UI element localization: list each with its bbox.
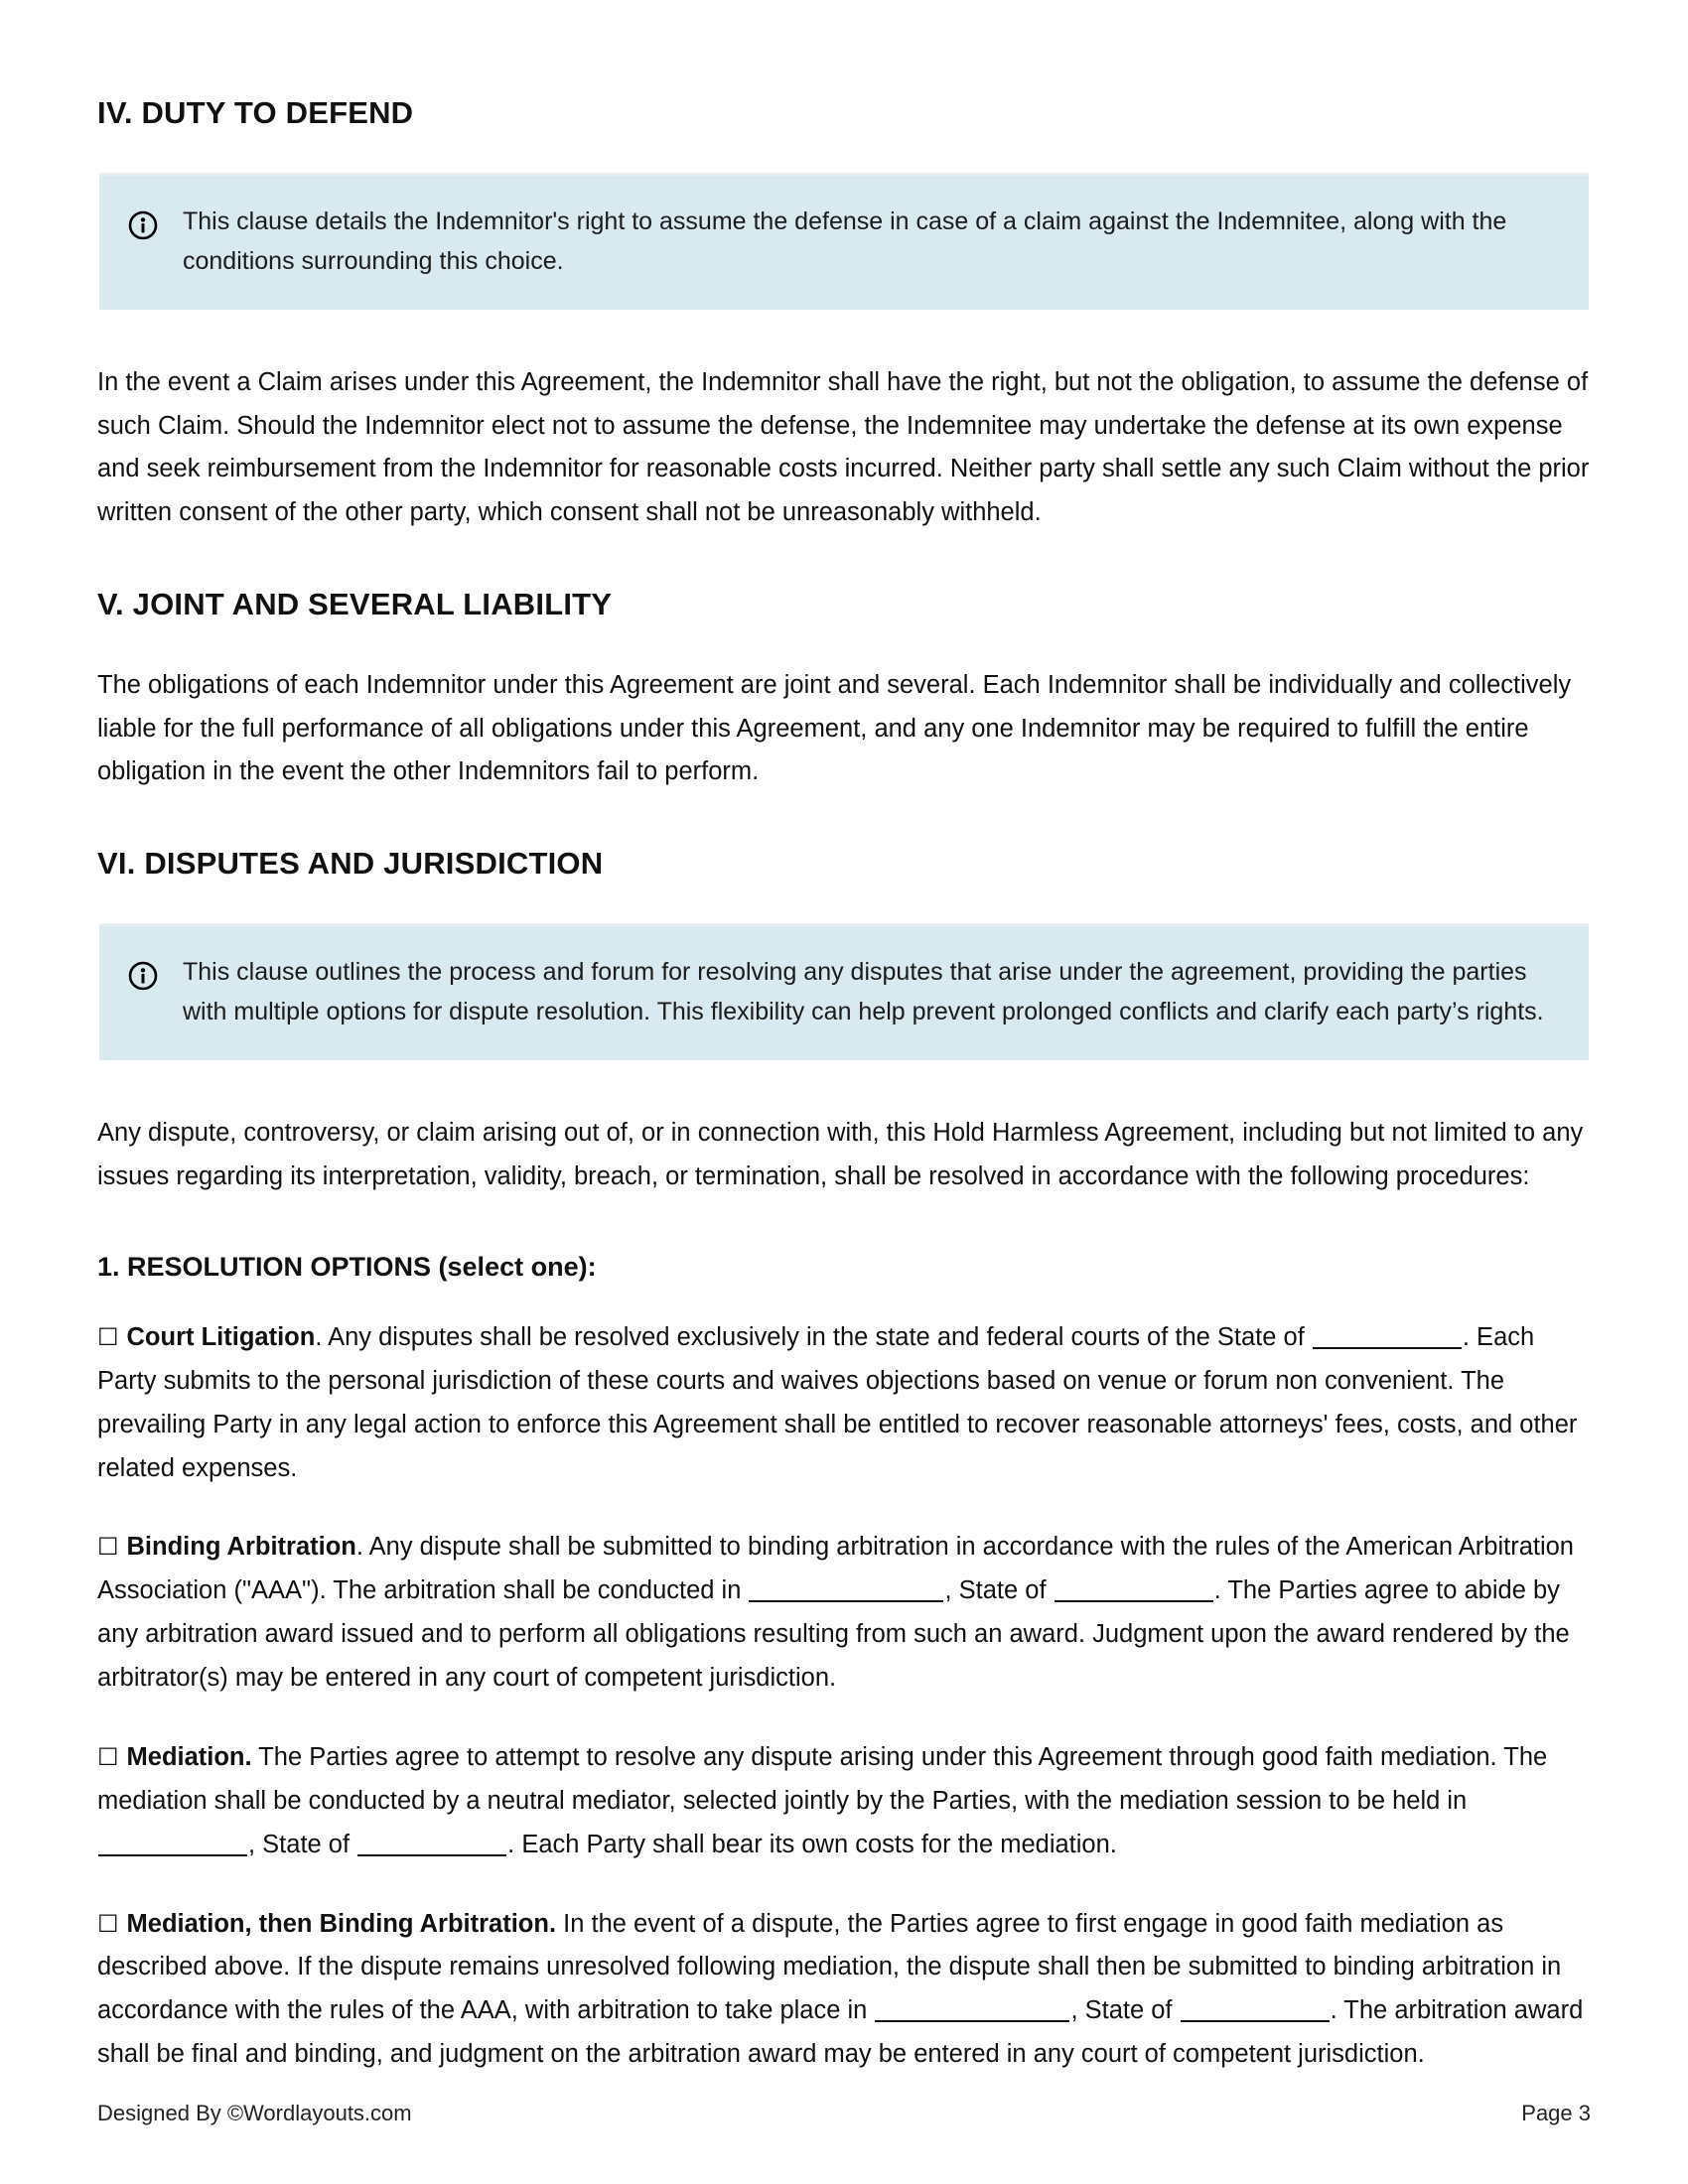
subheading-resolution-options: 1. RESOLUTION OPTIONS (select one): [97, 1251, 597, 1282]
checkbox-binding-arbitration[interactable]: ☐ [97, 1533, 119, 1562]
page-footer [97, 2101, 1591, 2126]
option-label-binding-arbitration: Binding Arbitration [126, 1533, 356, 1562]
blank-field-mediation-then-arbitration-city[interactable] [875, 1998, 1069, 2022]
info-callout-text: This clause details the Indemnitor's right to assume the defense in case of a claim against the Indemnitee, along with the conditions surrounding this choice. [183, 206, 1507, 276]
document-body [97, 95, 1591, 2077]
section-heading-joint-and-several-liability: V. JOINT AND SEVERAL LIABILITY [97, 587, 613, 622]
resolution-options-list [97, 1316, 1591, 2077]
option-court-litigation[interactable] [97, 1316, 1591, 1490]
option-text-mediation-then-arbitration-1: In the event of a dispute, the Parties agree to first engage in good faith mediation as described above. If the dispute remains unresolved following mediation, the dispute shall then be submitted to binding arbitration in accordance with the rules of the AAA, with arbitration to take place in [97, 1909, 1562, 2025]
option-text-court-litigation-1: . Any disputes shall be resolved exclusively in the state and federal courts of the State of [315, 1323, 1312, 1352]
option-mediation[interactable] [97, 1736, 1591, 1867]
blank-field-mediation-city[interactable] [98, 1833, 247, 1856]
checkbox-mediation[interactable]: ☐ [97, 1742, 119, 1771]
info-callout-duty-to-defend [99, 173, 1589, 310]
section-heading-disputes-and-jurisdiction: VI. DISPUTES AND JURISDICTION [97, 846, 604, 882]
blank-field-mediation-then-arbitration-state[interactable] [1181, 1998, 1330, 2022]
option-binding-arbitration[interactable] [97, 1526, 1591, 1700]
paragraph-joint-and-several-liability: The obligations of each Indemnitor under this Agreement are joint and several. Each Indemnitor shall be individually and collectively liable for the full performance of all obligations under this Agreement, and any one Indemnitor may be required to fulfill the entire obligation in the event the other Indemnitors fail to perform. [97, 670, 1572, 786]
footer-credit: Designed By ©Wordlayouts.com [97, 2101, 412, 2125]
option-text-mediation-then-arbitration-2: , State of [1070, 1996, 1180, 2025]
checkbox-court-litigation[interactable]: ☐ [97, 1323, 119, 1352]
blank-field-binding-arbitration-state[interactable] [1055, 1578, 1213, 1602]
info-callout-text: This clause outlines the process and forum for resolving any disputes that arise under the agreement, providing the parties with multiple options for dispute resolution. This flexibility can help prevent prolonged conflicts and clarify each party’s rights. [183, 957, 1544, 1026]
paragraph-disputes-intro: Any dispute, controversy, or claim arising out of, or in connection with, this Hold Harmless Agreement, including but not limited to any issues regarding its interpretation, validity, breach, or termination, shall be resolved in accordance with the following procedures: [97, 1118, 1584, 1190]
option-text-mediation-1: The Parties agree to attempt to resolve any dispute arising under this Agreement through good faith mediation. The mediation shall be conducted by a neutral mediator, selected jointly by the Parties, with the mediation session to be held in [97, 1742, 1548, 1815]
blank-field-binding-arbitration-city[interactable] [749, 1578, 943, 1602]
paragraph-duty-to-defend: In the event a Claim arises under this Agreement, the Indemnitor shall have the right, but not the obligation, to assume the defense of such Claim. Should the Indemnitor elect not to assume the defense, the Indemnitee may undertake the defense at its own expense and seek reimbursement from the Indemnitor for reasonable costs incurred. Neither party shall settle any such Claim without the prior written consent of the other party, which consent shall not be unreasonably withheld. [97, 367, 1590, 527]
option-label-mediation: Mediation. [126, 1742, 252, 1771]
checkbox-mediation-then-binding-arbitration[interactable]: ☐ [97, 1909, 119, 1938]
option-text-mediation-2: , State of [248, 1830, 357, 1858]
option-label-mediation-then-binding-arbitration: Mediation, then Binding Arbitration. [126, 1909, 557, 1938]
option-text-binding-arbitration-1: . Any dispute shall be submitted to binding arbitration in accordance with the rules of the American Arbitration Association ("AAA"). The arbitration shall be conducted in [97, 1533, 1574, 1605]
info-circle-icon [127, 952, 183, 992]
info-circle-icon [127, 202, 183, 241]
option-mediation-then-binding-arbitration[interactable] [97, 1903, 1591, 2077]
section-heading-duty-to-defend: IV. DUTY TO DEFEND [97, 95, 414, 130]
footer-page-number: Page 3 [1521, 2101, 1591, 2125]
option-text-court-litigation-2: . Each Party submits to the personal jurisdiction of these courts and waives objections based on venue or forum non convenient. The prevailing Party in any legal action to enforce this Agreement shall be entitled to recover reasonable attorneys' fees, costs, and other related expenses. [97, 1323, 1578, 1482]
info-callout-disputes-and-jurisdiction [99, 923, 1589, 1060]
blank-field-court-litigation-state[interactable] [1313, 1325, 1462, 1349]
option-text-mediation-3: . Each Party shall bear its own costs for the mediation. [507, 1830, 1117, 1858]
option-text-binding-arbitration-2: , State of [944, 1576, 1054, 1605]
option-text-mediation-then-arbitration-3: . The arbitration award shall be final and binding, and judgment on the arbitration award may be entered in any court of competent jurisdiction. [97, 1996, 1584, 2069]
blank-field-mediation-state[interactable] [357, 1833, 506, 1856]
option-label-court-litigation: Court Litigation [126, 1323, 316, 1352]
option-text-binding-arbitration-3: . The Parties agree to abide by any arbitration award issued and to perform all obligations resulting from such an award. Judgment upon the award rendered by the arbitrator(s) may be entered in any court of competent jurisdiction. [97, 1576, 1570, 1693]
